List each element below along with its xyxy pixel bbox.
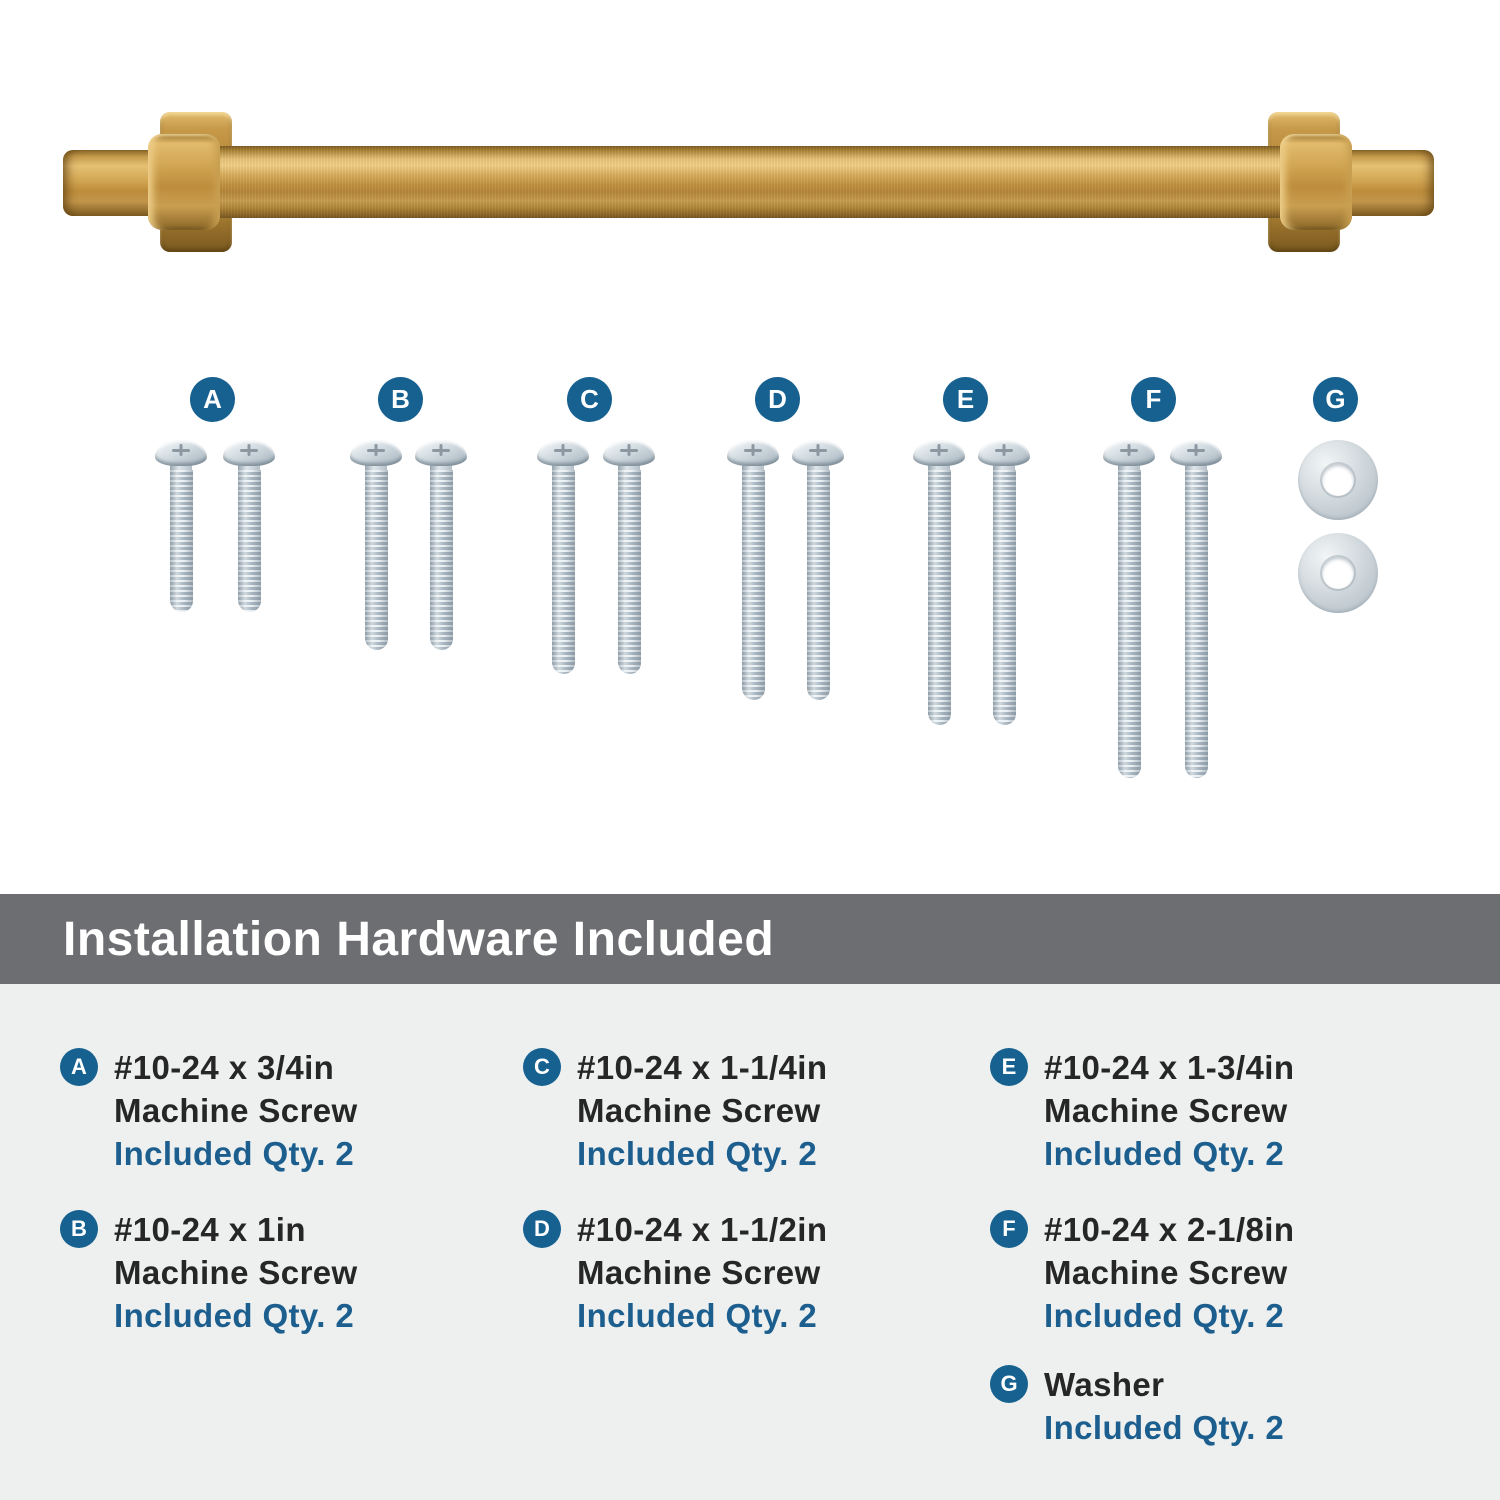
item-type: Machine Screw: [114, 1254, 358, 1291]
item-badge-b: B: [60, 1210, 98, 1248]
list-item-b: [60, 1208, 358, 1337]
item-badge-c: C: [523, 1048, 561, 1086]
hardware-list-section: [0, 984, 1500, 1500]
banner-title: Installation Hardware Included: [63, 912, 775, 966]
list-item-c: [523, 1046, 827, 1175]
screw-d2: [792, 440, 844, 700]
item-qty: Included Qty. 2: [577, 1297, 818, 1334]
item-type: Machine Screw: [577, 1254, 821, 1291]
screw-a1: [155, 440, 207, 612]
item-qty: Included Qty. 2: [1044, 1409, 1285, 1446]
screw-f1: [1103, 440, 1155, 778]
left-post-collar: [148, 134, 220, 230]
list-item-a: [60, 1046, 358, 1175]
bar-left-end: [63, 150, 153, 216]
screw-d1: [727, 440, 779, 700]
item-size: Washer: [1044, 1366, 1165, 1403]
item-qty: Included Qty. 2: [1044, 1297, 1285, 1334]
item-qty: Included Qty. 2: [1044, 1135, 1285, 1172]
diagram-badge-c: C: [567, 377, 612, 422]
item-size: #10-24 x 3/4in: [114, 1049, 335, 1086]
diagram-badge-e: E: [943, 377, 988, 422]
screw-b2: [415, 440, 467, 650]
diagram-badge-d: D: [755, 377, 800, 422]
bar-body: [150, 146, 1348, 218]
item-type: Machine Screw: [1044, 1092, 1288, 1129]
washer-1: [1298, 440, 1378, 520]
diagram-badge-f: F: [1131, 377, 1176, 422]
item-qty: Included Qty. 2: [114, 1135, 355, 1172]
item-size: #10-24 x 1-1/4in: [577, 1049, 828, 1086]
diagram-badge-g: G: [1313, 377, 1358, 422]
list-item-f: [990, 1208, 1294, 1337]
screw-b1: [350, 440, 402, 650]
item-badge-e: E: [990, 1048, 1028, 1086]
item-badge-a: A: [60, 1048, 98, 1086]
item-badge-d: D: [523, 1210, 561, 1248]
bar-pull-image: [0, 0, 1500, 330]
list-item-d: [523, 1208, 827, 1337]
screw-f2: [1170, 440, 1222, 778]
item-badge-g: G: [990, 1365, 1028, 1403]
bar-right-end: [1346, 150, 1434, 216]
item-qty: Included Qty. 2: [577, 1135, 818, 1172]
item-badge-f: F: [990, 1210, 1028, 1248]
item-size: #10-24 x 1in: [114, 1211, 306, 1248]
item-type: Machine Screw: [1044, 1254, 1288, 1291]
item-size: #10-24 x 1-3/4in: [1044, 1049, 1295, 1086]
screw-c1: [537, 440, 589, 674]
item-size: #10-24 x 2-1/8in: [1044, 1211, 1295, 1248]
right-post-collar: [1280, 134, 1352, 230]
diagram-badge-a: A: [190, 377, 235, 422]
item-type: Machine Screw: [114, 1092, 358, 1129]
item-qty: Included Qty. 2: [114, 1297, 355, 1334]
list-item-e: [990, 1046, 1294, 1175]
screw-e2: [978, 440, 1030, 725]
screw-a2: [223, 440, 275, 612]
item-size: #10-24 x 1-1/2in: [577, 1211, 828, 1248]
item-type: Machine Screw: [577, 1092, 821, 1129]
washer-2: [1298, 533, 1378, 613]
list-item-g: [990, 1363, 1284, 1449]
section-banner: [0, 894, 1500, 984]
screw-c2: [603, 440, 655, 674]
diagram-badge-b: B: [378, 377, 423, 422]
screw-e1: [913, 440, 965, 725]
